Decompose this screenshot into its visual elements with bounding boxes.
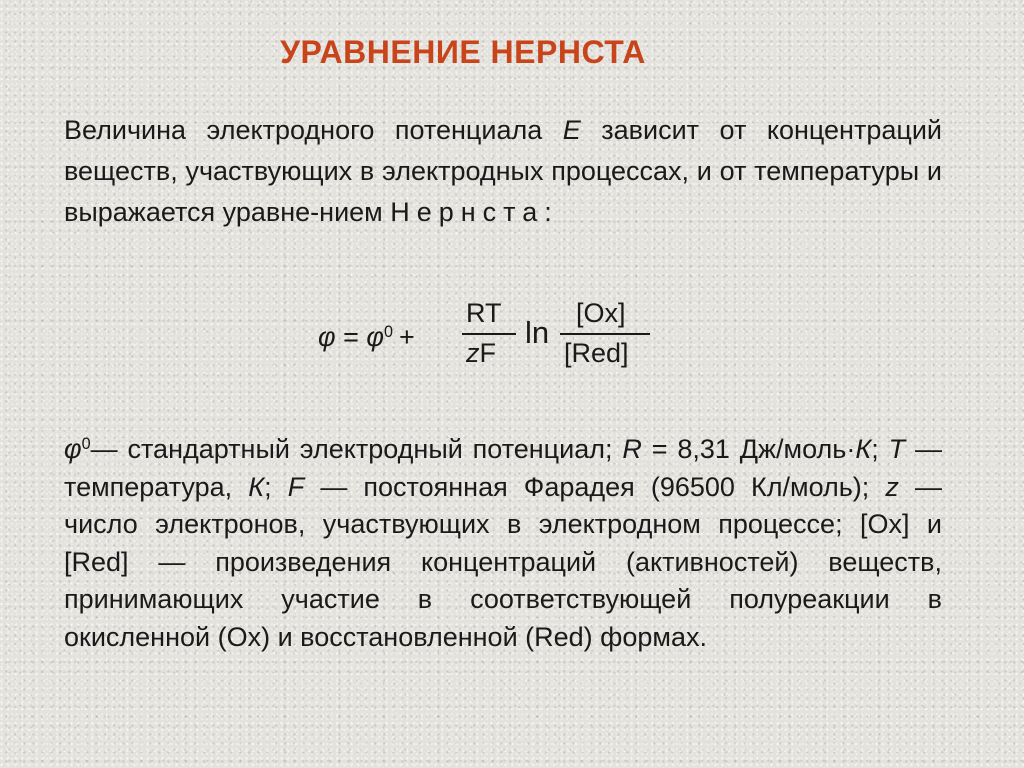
fraction-ox-red-bar	[560, 333, 650, 335]
intro-text-3: :	[544, 197, 552, 227]
fraction-rt-bar	[462, 333, 516, 335]
legend-text-7: — число электронов, участвующих в электродном процессе; [Ox] и [Red] — произведения концентраций (активностей) веществ, принимающих участие в соответствующей полуреакции в окисленной (Ox) и восстановленной (Red) формах.	[64, 471, 942, 652]
legend-z: z	[885, 471, 899, 502]
legend-phi-superscript: 0	[81, 435, 91, 454]
var-e: E	[562, 115, 581, 145]
phi0-symbol: φ	[366, 322, 385, 352]
intro-text-2: зависит от концентраций веществ, участвующих в электродных процессах, и от температуры и выражается уравне-нием	[64, 115, 942, 227]
nernst-name: Нернста	[390, 197, 545, 227]
legend-phi: φ	[64, 434, 82, 464]
legend-text-5: ;	[264, 471, 288, 502]
intro-paragraph	[64, 110, 942, 233]
legend-text-3: ;	[871, 434, 889, 464]
fraction-red-denominator: [Red]	[564, 338, 629, 368]
ln-operator: ln	[525, 315, 550, 350]
legend-t: T	[888, 434, 906, 464]
fraction-rt-numerator: RT	[466, 298, 502, 328]
legend-text-4: — температура,	[64, 434, 942, 502]
nernst-equation	[318, 298, 678, 376]
legend-paragraph	[64, 431, 942, 656]
phi0-superscript: 0	[384, 323, 394, 342]
fraction-zf-denominator	[466, 338, 496, 369]
legend-text-2: = 8,31 Дж/моль·	[641, 434, 856, 464]
legend-text-1: — стандартный электродный потенциал;	[90, 434, 623, 464]
phi-symbol: φ	[318, 322, 336, 352]
z-symbol: z	[466, 338, 480, 368]
fraction-ox-numerator: [Ox]	[576, 298, 626, 328]
legend-k2: К	[248, 471, 265, 502]
plus-sign: +	[399, 322, 415, 352]
f-symbol: F	[479, 338, 496, 368]
legend-k1: К	[855, 434, 872, 464]
legend-text-6: — постоянная Фарадея (96500 Кл/моль);	[304, 471, 886, 502]
equation-lhs	[318, 322, 415, 353]
intro-text-1: Величина электродного потенциала	[64, 115, 563, 145]
slide-title: УРАВНЕНИЕ НЕРНСТА	[280, 34, 646, 70]
legend-f: F	[287, 471, 305, 502]
legend-r: R	[622, 434, 642, 464]
equals-sign: =	[335, 322, 367, 352]
